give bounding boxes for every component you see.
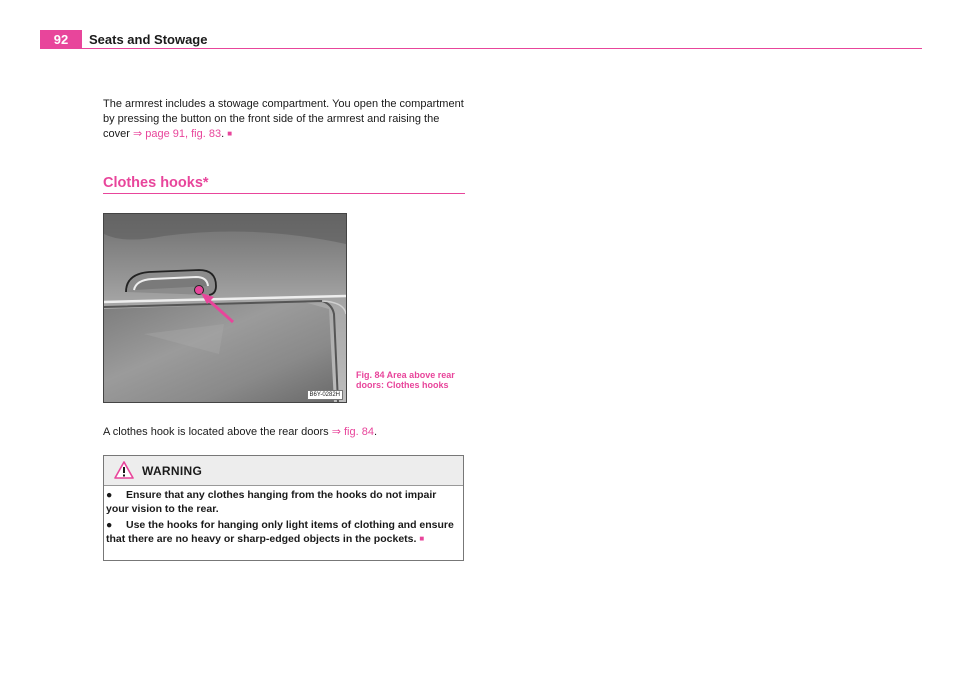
- clothes-hook-illustration: [104, 214, 346, 402]
- warning-item-text: Use the hooks for hanging only light items of clothing and ensure that there are no heavy or sharp-edged objects in the pockets.: [106, 519, 454, 545]
- end-marker: ■: [227, 129, 233, 138]
- body-paragraph: [103, 425, 465, 440]
- warning-box: [103, 455, 464, 561]
- body-fig-link[interactable]: fig. 84: [343, 426, 374, 438]
- intro-arrow: ⇒: [132, 128, 143, 140]
- end-marker: ■: [419, 534, 425, 543]
- intro-text: The armrest includes a stowage compartment. You open the compartment by pressing the button on the front side of the armrest and raising the cover: [103, 98, 464, 140]
- section-title: Clothes hooks*: [103, 175, 209, 191]
- body-period: .: [373, 426, 378, 438]
- intro-page-link[interactable]: page 91, fig. 83: [145, 128, 222, 140]
- warning-header: [104, 456, 463, 486]
- warning-item-text: Ensure that any clothes hanging from the hooks do not impair your vision to the rear.: [106, 489, 437, 515]
- bullet-icon: ●: [106, 489, 113, 501]
- bullet-icon: ●: [106, 519, 113, 531]
- section-divider: [103, 193, 465, 194]
- figure-code: B6Y-0282H: [307, 390, 343, 400]
- intro-period: .: [221, 128, 225, 140]
- warning-triangle-icon: [114, 461, 134, 479]
- figure-caption: Fig. 84 Area above rear doors: Clothes hooks: [356, 370, 455, 390]
- warning-item: [106, 518, 461, 547]
- intro-paragraph: [103, 97, 465, 142]
- warning-item: [106, 488, 461, 516]
- page-header-title: Seats and Stowage: [89, 32, 208, 47]
- page-number: 92: [40, 30, 82, 49]
- warning-title: WARNING: [142, 464, 203, 478]
- body-text: A clothes hook is located above the rear doors: [103, 426, 329, 438]
- figure-clothes-hook: [103, 213, 347, 403]
- header-divider: [40, 48, 922, 49]
- body-arrow: ⇒: [331, 426, 341, 438]
